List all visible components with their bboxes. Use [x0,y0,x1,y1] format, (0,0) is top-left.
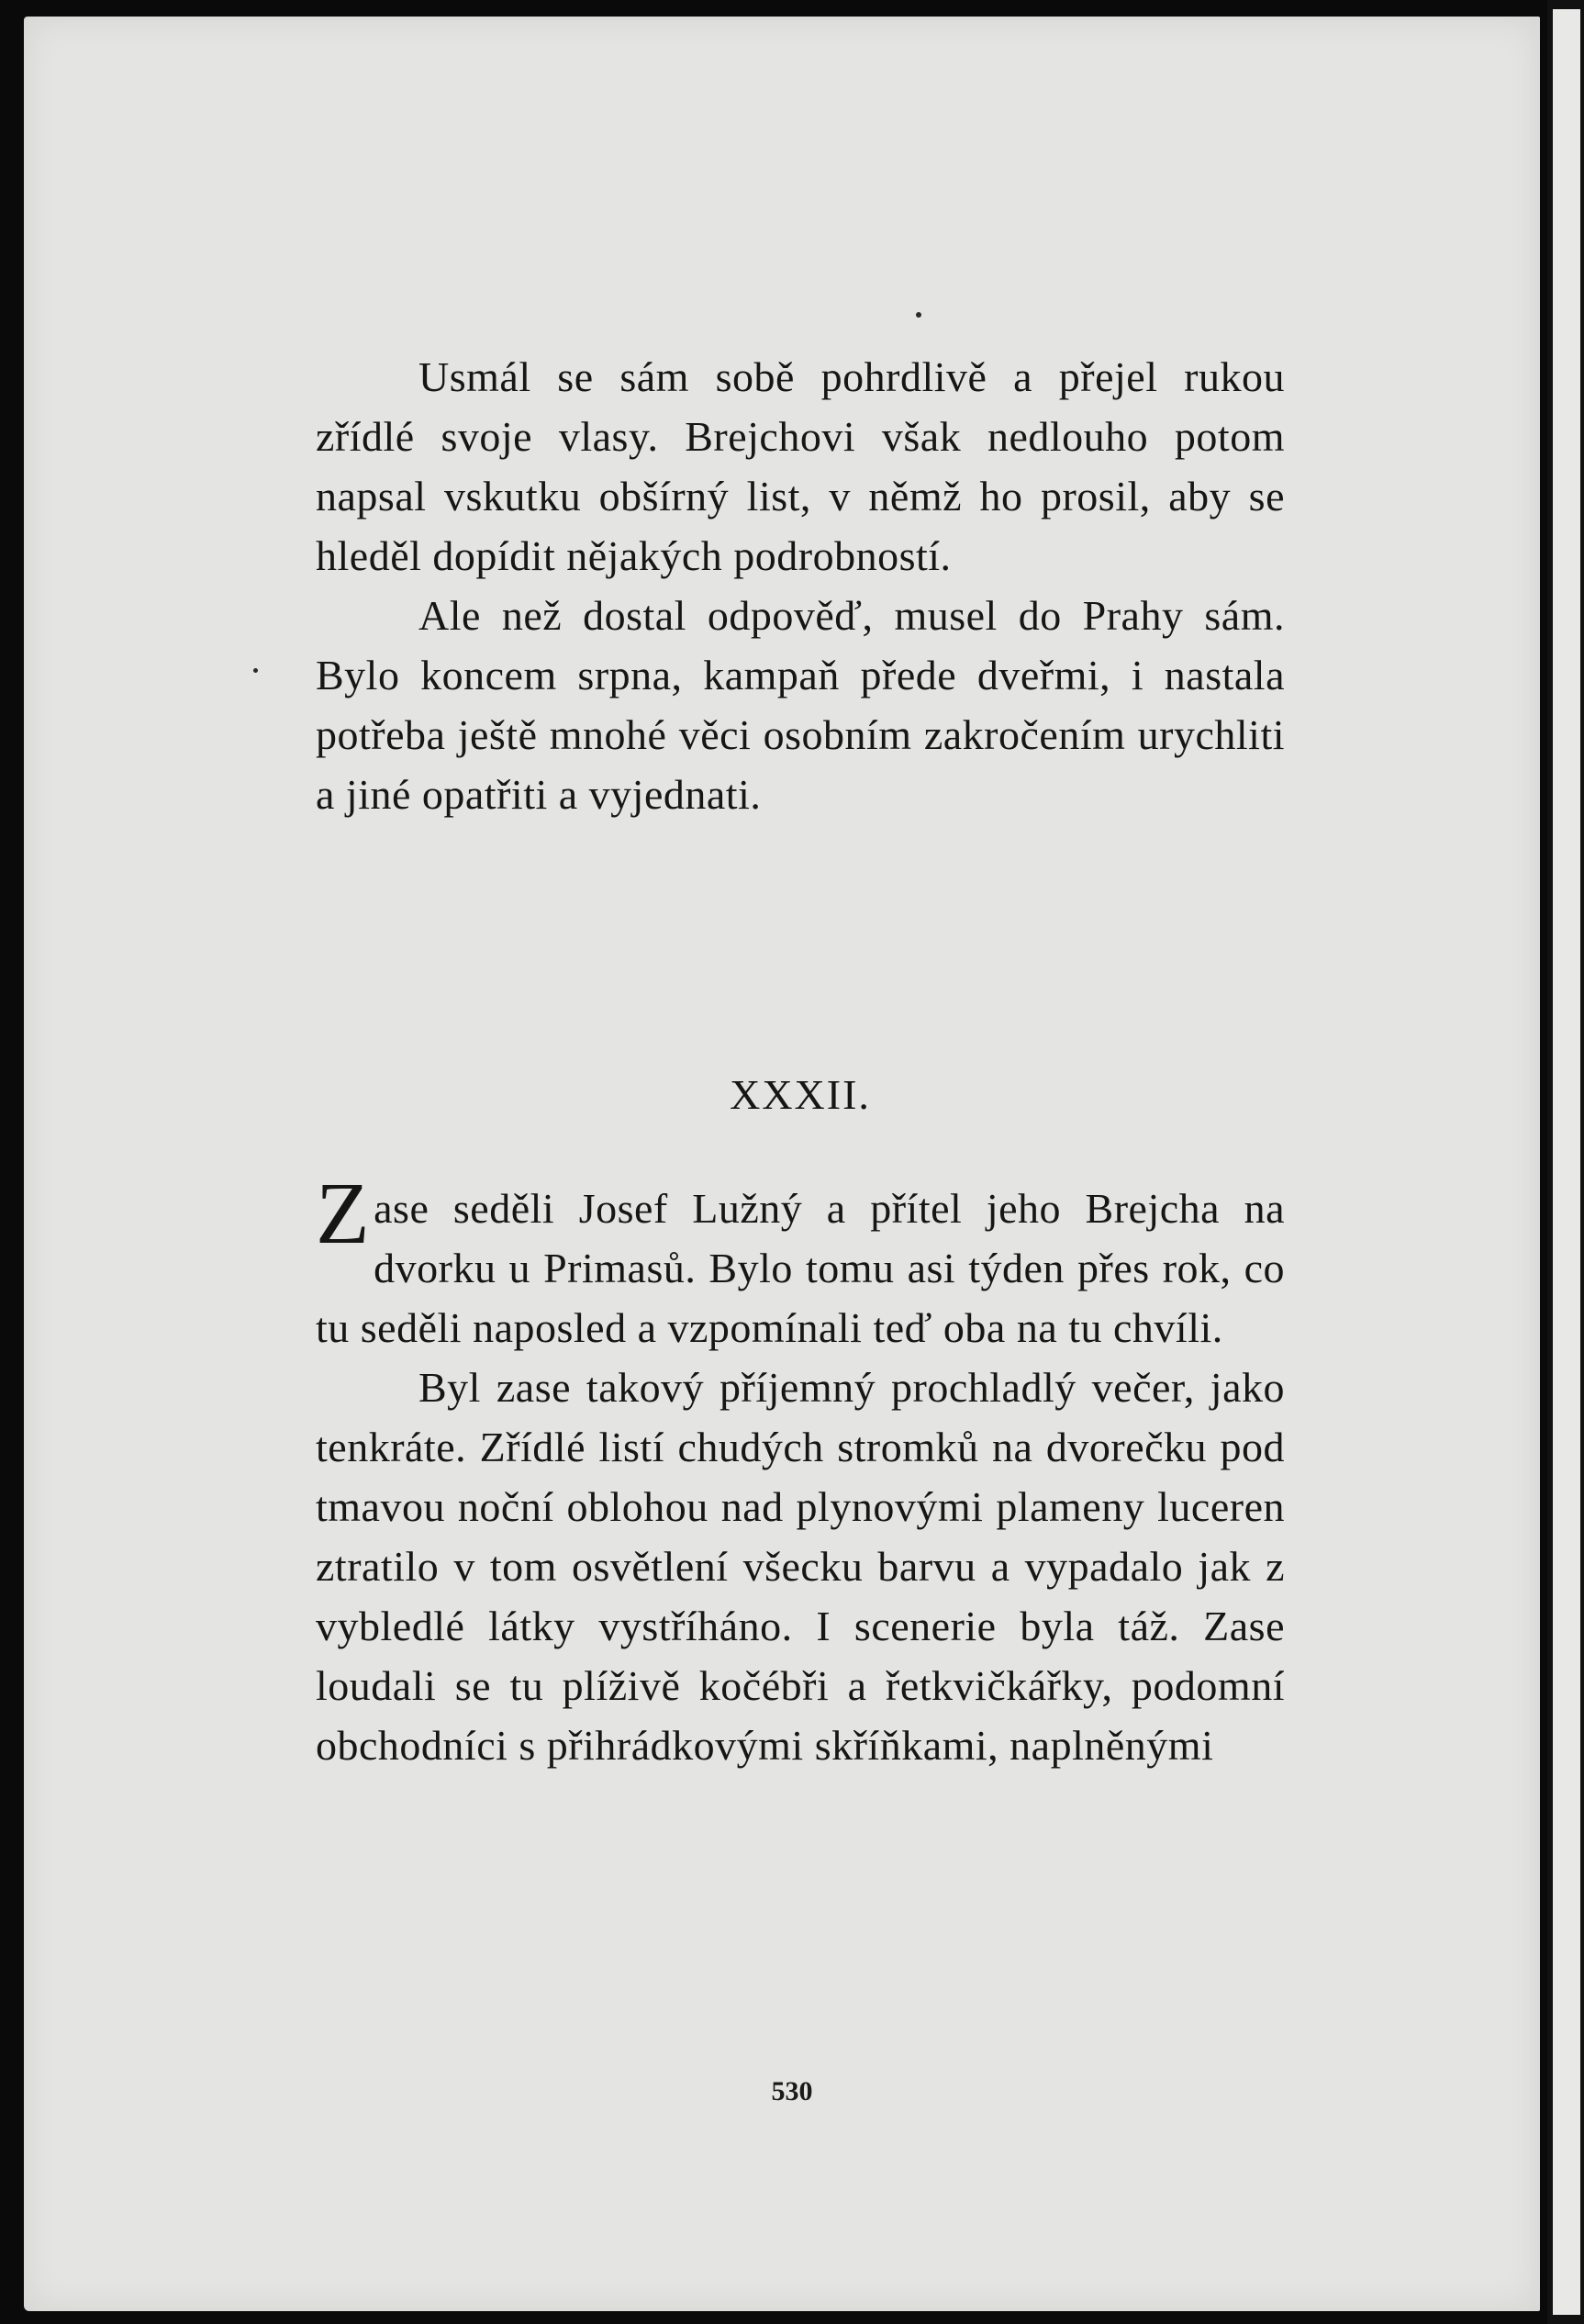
chapter-first-paragraph [316,1164,1285,1358]
paragraph: Usmál se sám sobě pohrdlivě a přejel rukou zřídlé svoje vlasy. Brejchovi však nedlouho potom napsal vskutku obšírný list, v němž ho prosil, aby se hleděl dopídit nějakých podrobností. [316,353,1285,579]
chapter-heading: XXXII. [730,1071,871,1118]
print-speck [253,668,258,673]
paragraph: Ale než dostal odpověď, musel do Prahy sám. Bylo koncem srpna, kampaň přede dveřmi, i nastala potřeba ještě mnohé věci osobním zakročením urychliti a jiné opatřiti a vyjednati. [316,592,1285,818]
page-number: 530 [771,2076,813,2106]
chapter-first-paragraph-text: ase seděli Josef Lužný a přítel jeho Brejcha na dvorku u Primasů. Bylo tomu asi týden přes rok, co tu seděli naposled a vzpomínali teď oba na tu chvíli. [316,1185,1285,1351]
drop-cap: Z [316,1164,371,1262]
chapter-text-section [316,1164,1285,1775]
paragraph: Byl zase takový příjemný prochladlý večer, jako tenkráte. Zřídlé listí chudých stromků na dvorečku pod tmavou noční oblohou nad plynovými plameny luceren ztratilo v tom osvětlení všecku barvu a vypadalo jak z vybledlé látky vystříháno. I scenerie byla táž. Zase loudali se tu plíživě kočébři a řetkvičkářky, podomní obchodníci s přihrádkovými skříňkami, naplněnými [316,1364,1285,1769]
print-speck [916,312,921,318]
adjacent-page-paper [1553,9,1580,2315]
text-section-before-chapter [316,347,1285,824]
